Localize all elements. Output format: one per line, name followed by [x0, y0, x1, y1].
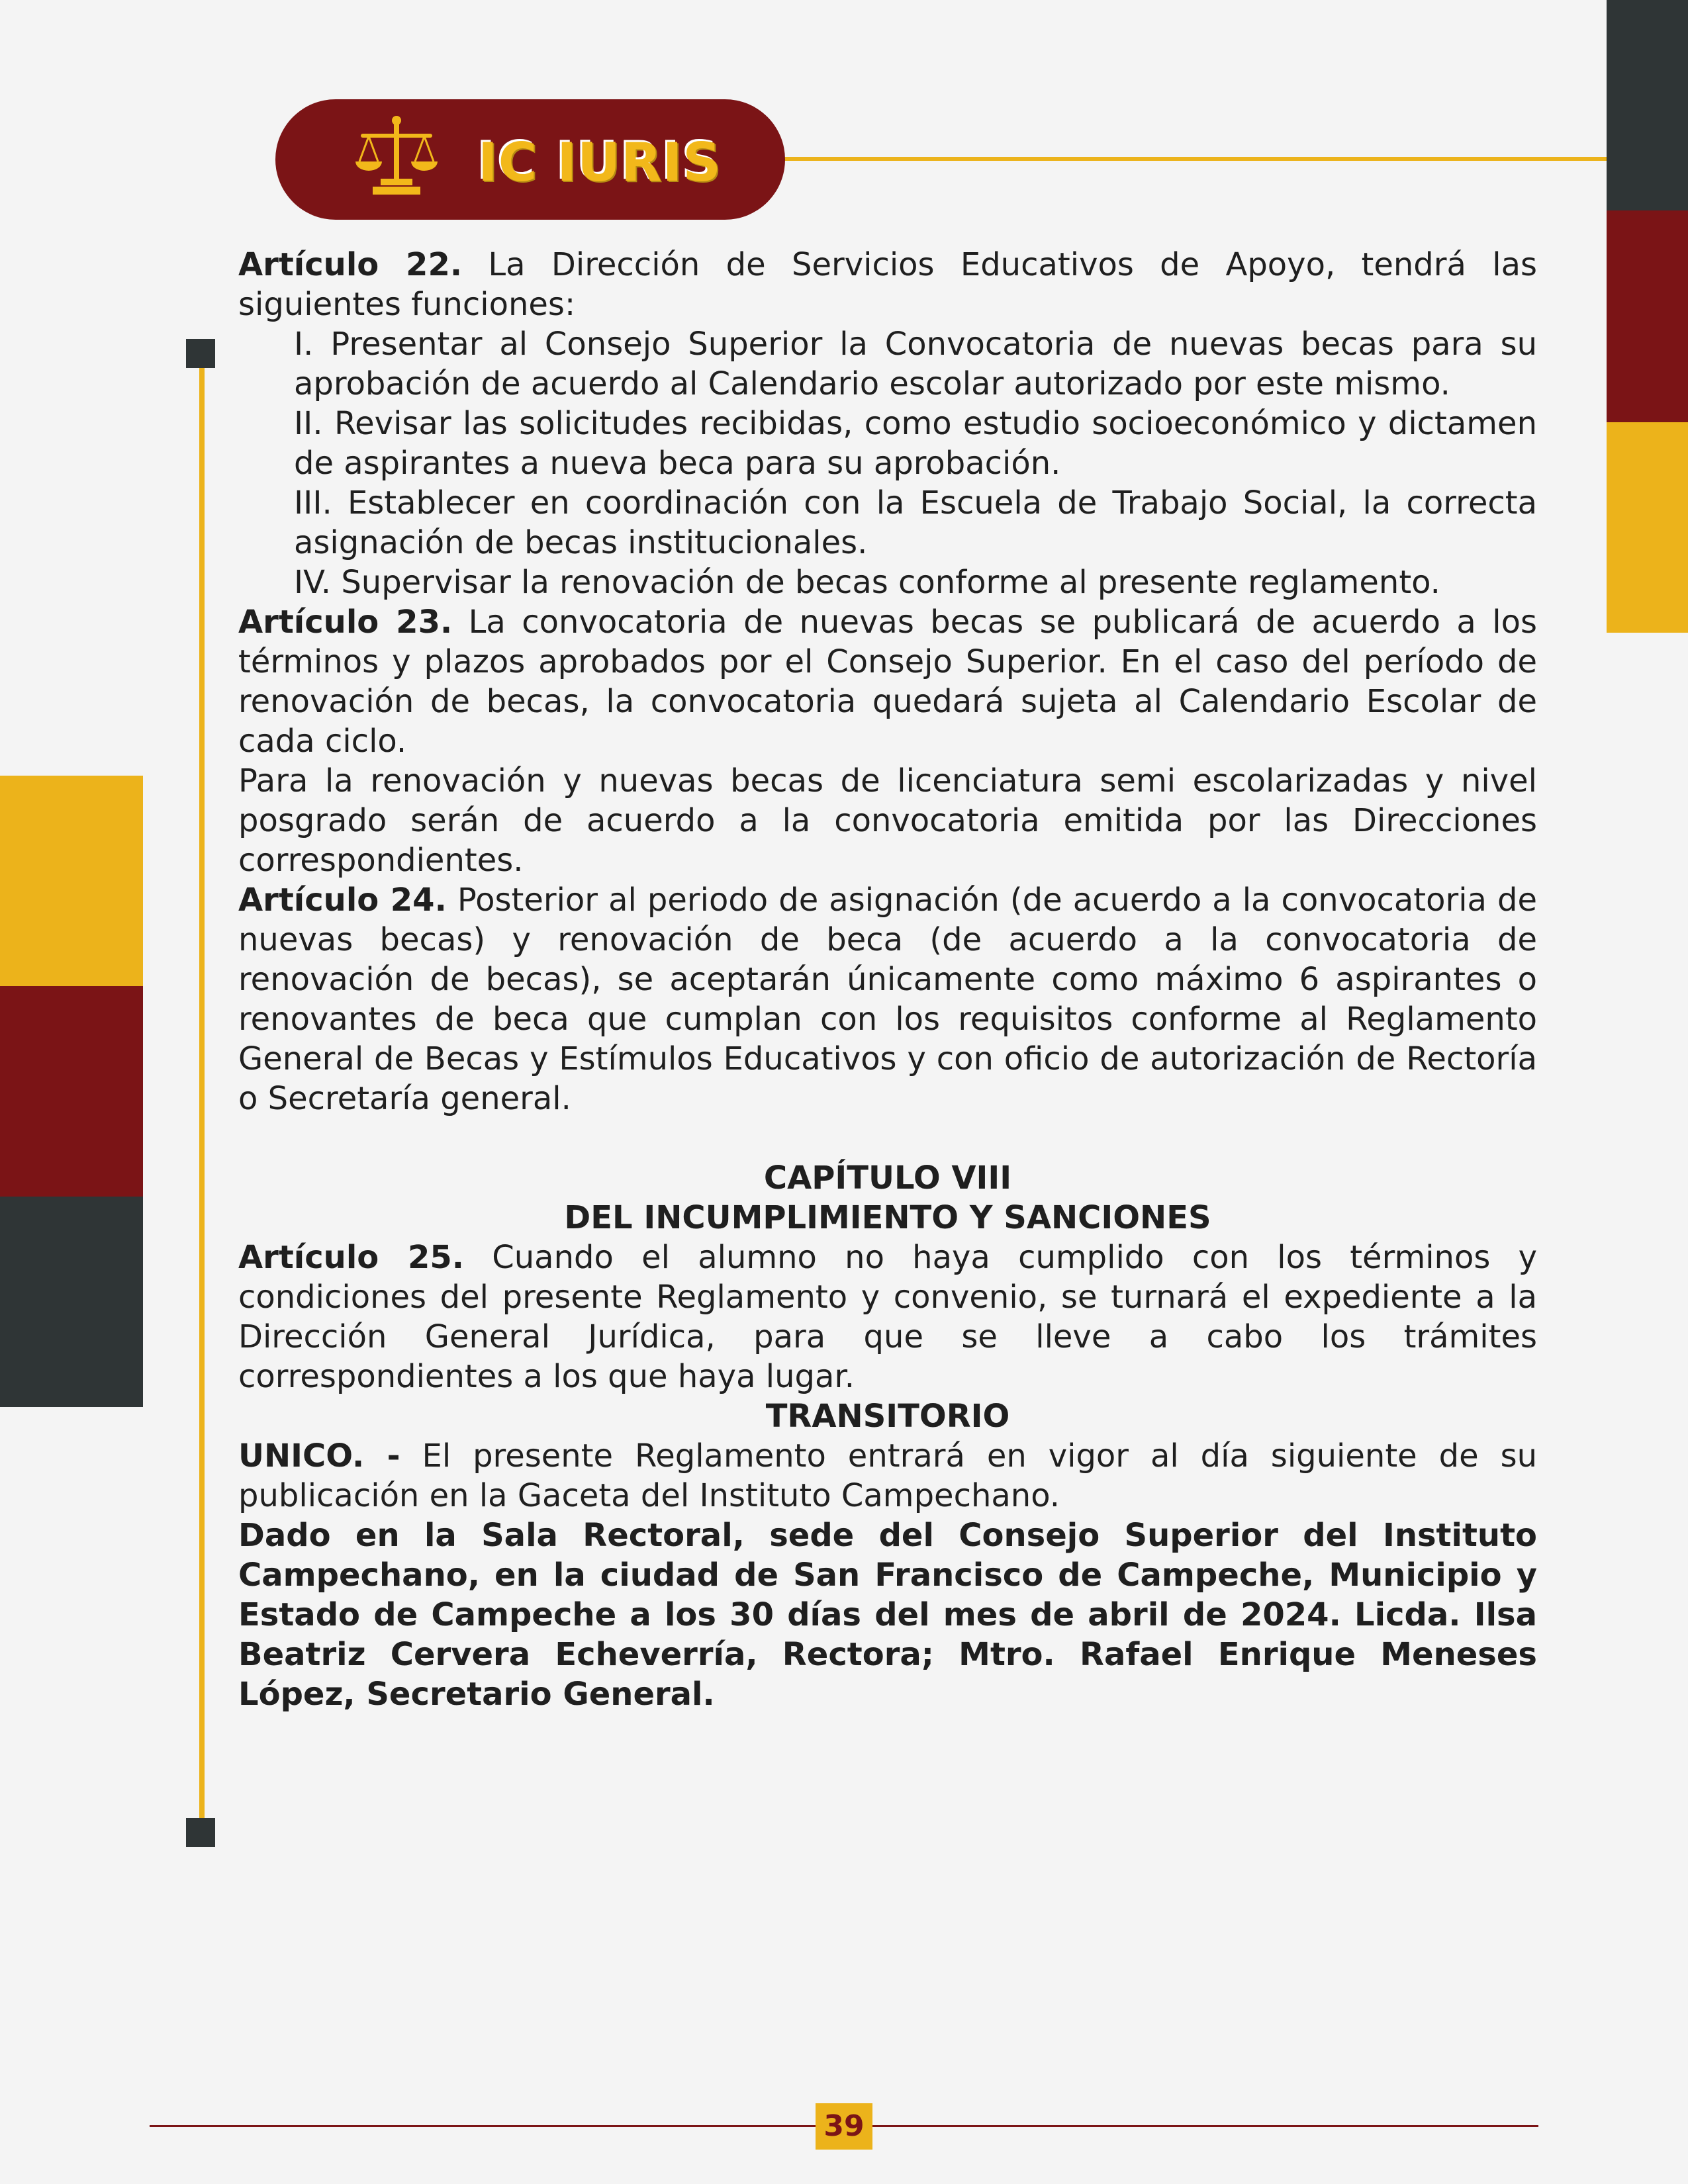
article-22 — [238, 245, 1537, 324]
right-bar-gold — [1607, 422, 1688, 633]
brand-title: IC IURIS — [478, 132, 722, 193]
article-25-text: Cuando el alumno no haya cumplido con los términos y condiciones del presente Reglamento y convenio, se turnará el expediente a la Dirección General Jurídica, para que se lleve a cabo los trámites correspondientes a los que haya lugar. — [238, 1239, 1537, 1395]
article-25-label: Artículo 25. — [238, 1239, 464, 1276]
article-22-item-4: IV. Supervisar la renovación de becas conforme al presente reglamento. — [294, 564, 1440, 601]
article-23-text: La convocatoria de nuevas becas se publicará de acuerdo a los términos y plazos aprobados por el Consejo Superior. En el caso del período de renovación de becas, la convocatoria quedará sujeta al Calendario Escolar de cada ciclo. — [238, 604, 1537, 760]
chapter-subtitle: DEL INCUMPLIMIENTO Y SANCIONES — [564, 1199, 1211, 1236]
article-22-item-3: III. Establecer en coordinación con la Escuela de Trabajo Social, la correcta asignación de becas institucionales. — [294, 484, 1537, 561]
spacer — [238, 1118, 1537, 1158]
left-bar-maroon — [0, 986, 143, 1197]
article-22-text: La Dirección de Servicios Educativos de Apoyo, tendrá las siguientes funciones: — [238, 246, 1538, 323]
article-24 — [238, 880, 1537, 1118]
article-23 — [238, 602, 1537, 761]
left-bar-gold — [0, 776, 143, 986]
article-22-label: Artículo 22. — [238, 246, 463, 283]
article-22-item-2: II. Revisar las solicitudes recibidas, como estudio socioeconómico y dictamen de aspirantes a nueva beca para su aprobación. — [294, 405, 1537, 482]
right-bar-charcoal — [1607, 0, 1688, 210]
article-24-text: Posterior al periodo de asignación (de acuerdo a la convocatoria de nuevas becas) y renovación de beca (de acuerdo a la convocatoria de renovación de becas), se aceptarán únicamente como máximo 6 aspirantes o renovantes de beca que cumplan con los requisitos conforme al Reglamento General de Becas y Estímulos Educativos y con oficio de autorización de Rectoría o Secretaría general. — [238, 882, 1538, 1117]
document-body — [238, 245, 1537, 1714]
article-24-label: Artículo 24. — [238, 882, 447, 919]
vertical-guide-line — [199, 365, 205, 1828]
closing-statement: Dado en la Sala Rectoral, sede del Consejo Superior del Instituto Campechano, en la ciudad de San Francisco de Campeche, Municipio y Estado de Campeche a los 30 días del mes de abril de 2024. Licda. Ilsa Beatriz Cervera Echeverría, Rectora; Mtro. Rafael Enrique Meneses López, Secretario General. — [238, 1517, 1537, 1713]
article-23-label: Artículo 23. — [238, 604, 453, 641]
header-rule — [781, 157, 1607, 161]
article-23-paragraph-2: Para la renovación y nuevas becas de licenciatura semi escolarizadas y nivel posgrado serán de acuerdo a la convocatoria emitida por las Direcciones correspondientes. — [238, 762, 1537, 879]
chapter-title: CAPÍTULO VIII — [763, 1160, 1012, 1197]
guide-marker-bottom — [186, 1818, 215, 1847]
page-number: 39 — [816, 2103, 872, 2150]
left-bar-charcoal — [0, 1197, 143, 1407]
article-25 — [238, 1238, 1537, 1396]
transitorio-title: TRANSITORIO — [765, 1398, 1010, 1435]
scales-of-justice-icon — [354, 114, 439, 199]
transitorio-text: El presente Reglamento entrará en vigor al día siguiente de su publicación en la Gaceta del Instituto Campechano. — [238, 1437, 1537, 1514]
guide-marker-top — [186, 339, 215, 368]
right-bar-maroon — [1607, 210, 1688, 422]
transitorio-unico — [238, 1436, 1537, 1516]
transitorio-label: UNICO. - — [238, 1437, 400, 1475]
article-22-item-1: I. Presentar al Consejo Superior la Convocatoria de nuevas becas para su aprobación de acuerdo al Calendario escolar autorizado por este mismo. — [294, 326, 1537, 402]
